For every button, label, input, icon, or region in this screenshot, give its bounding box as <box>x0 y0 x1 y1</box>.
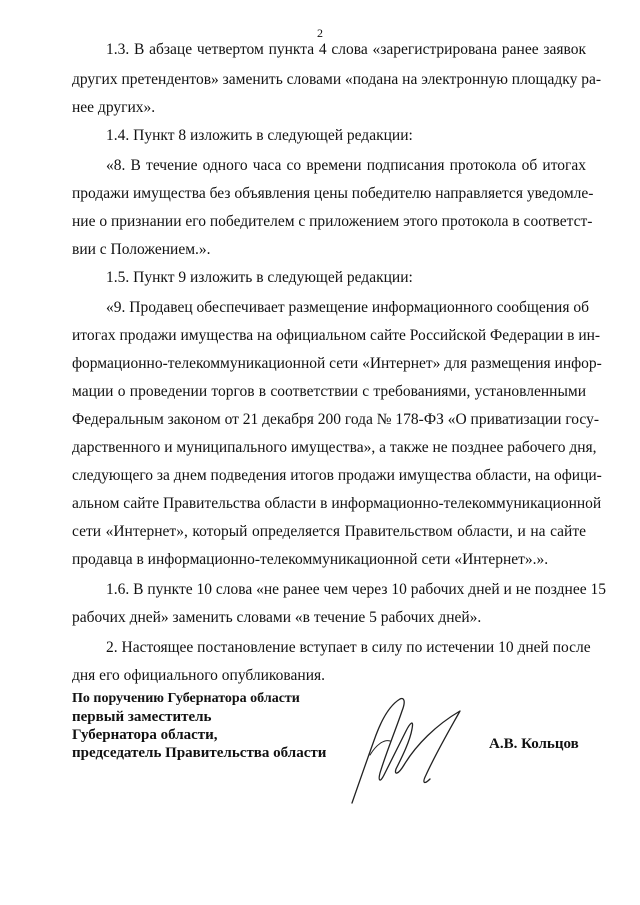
paragraph-line: итогах продажи имущества на официальном сайте Российской Федерации в ин- <box>72 327 601 344</box>
paragraph-line: альном сайте Правительства области в информационно-телекоммуникационной <box>72 495 602 512</box>
paragraph-line: «8. В течение одного часа со времени подписания протокола об итогах <box>106 157 586 174</box>
paragraph-line: нее других». <box>72 99 156 116</box>
paragraph-line: ние о признании его победителем с приложением этого протокола в соответст- <box>72 213 593 230</box>
paragraph-line: дня его официального опубликования. <box>72 667 326 684</box>
signature-block-line1: По поручению Губернатора области <box>72 691 300 706</box>
signature-block-line2: первый заместитель <box>72 709 212 725</box>
paragraph-line: 1.5. Пункт 9 изложить в следующей редакции: <box>106 269 413 286</box>
paragraph-line: мации о проведении торгов в соответствии с требованиями, установленными <box>72 383 586 400</box>
paragraph-line: дарственного и муниципального имущества», а также не позднее рабочего дня, <box>72 439 597 456</box>
signature-block-line4: председатель Правительства области <box>72 745 327 761</box>
signature-block-line3: Губернатора области, <box>72 727 218 743</box>
paragraph-line: 2. Настоящее постановление вступает в силу по истечении 10 дней после <box>106 639 591 656</box>
paragraph-line: сети «Интернет», который определяется Правительством области, и на сайте <box>72 523 586 540</box>
handwritten-signature <box>340 695 480 805</box>
paragraph-line: вии с Положением.». <box>72 241 211 258</box>
paragraph-line: «9. Продавец обеспечивает размещение информационного сообщения об <box>106 299 589 316</box>
paragraph-line: 1.3. В абзаце четвертом пункта 4 слова «зарегистрирована ранее заявок <box>106 41 586 58</box>
signatory-name: А.В. Кольцов <box>489 736 579 752</box>
page-number: 2 <box>317 26 323 40</box>
paragraph-line: следующего за днем подведения итогов продажи имущества области, на офици- <box>72 467 602 484</box>
paragraph-line: продавца в информационно-телекоммуникационной сети «Интернет».». <box>72 551 549 568</box>
paragraph-line: 1.4. Пункт 8 изложить в следующей редакции: <box>106 127 413 144</box>
paragraph-line: формационно-телекоммуникационной сети «Интернет» для размещения инфор- <box>72 355 602 372</box>
paragraph-line: Федеральным законом от 21 декабря 200 года № 178-ФЗ «О приватизации госу- <box>72 411 600 428</box>
paragraph-line: 1.6. В пункте 10 слова «не ранее чем через 10 рабочих дней и не позднее 15 <box>106 581 606 598</box>
paragraph-line: продажи имущества без объявления цены победителю направляется уведомле- <box>72 185 594 202</box>
paragraph-line: других претендентов» заменить словами «подана на электронную площадку ра- <box>72 71 601 88</box>
paragraph-line: рабочих дней» заменить словами «в течение 5 рабочих дней». <box>72 609 482 626</box>
